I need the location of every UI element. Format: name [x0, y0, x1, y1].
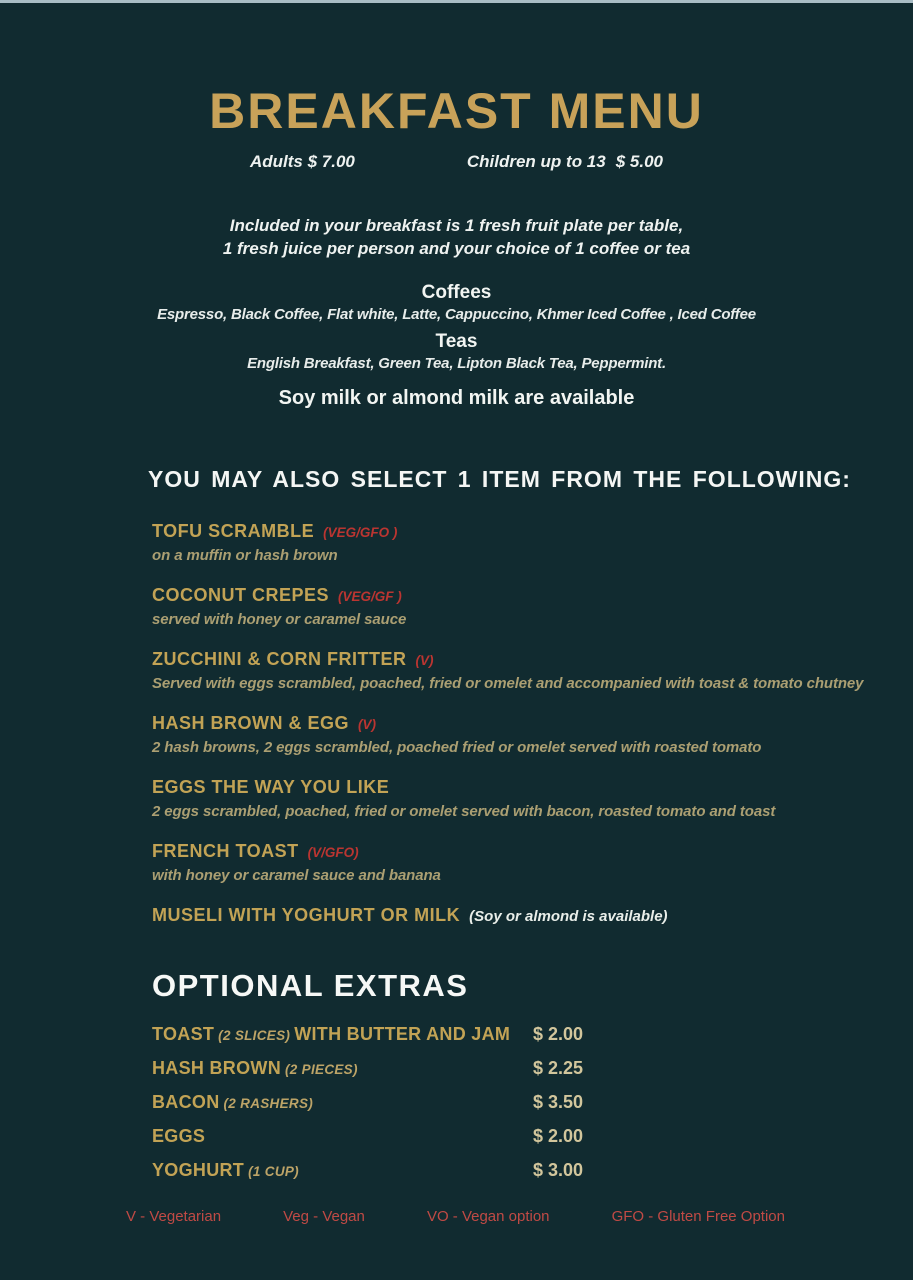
- item-name: MUSELI WITH YOGHURT OR MILK: [152, 905, 461, 925]
- extras-row-bacon: [152, 1092, 592, 1113]
- menu-item-zucchini-corn-fritter: [152, 649, 913, 692]
- item-description: Served with eggs scrambled, poached, fried or omelet and accompanied with toast & tomato chutney: [152, 675, 864, 692]
- optional-extras-heading: OPTIONAL EXTRAS: [152, 968, 469, 1003]
- extra-price: $ 2.25: [533, 1058, 584, 1078]
- item-description: 2 hash browns, 2 eggs scrambled, poached fried or omelet served with roasted tomato: [152, 739, 762, 756]
- extra-qualifier: (2 PIECES): [285, 1062, 358, 1077]
- extras-row-hash-brown: [152, 1058, 592, 1079]
- selection-heading: YOU MAY ALSO SELECT 1 ITEM FROM THE FOLLOWING:: [148, 466, 851, 492]
- menu-item-french-toast: [152, 841, 913, 884]
- item-diet-tag: (VEG/GF ): [338, 589, 402, 604]
- extra-qualifier: (2 RASHERS): [223, 1096, 314, 1111]
- menu-header: [0, 0, 913, 172]
- extra-qualifier: (2 SLICES): [218, 1028, 291, 1043]
- menu-item-coconut-crepes: [152, 585, 913, 628]
- extra-price: $ 3.00: [533, 1160, 584, 1180]
- item-name: ZUCCHINI & CORN FRITTER: [152, 649, 407, 669]
- extra-name-suffix: WITH BUTTER AND JAM: [294, 1024, 511, 1044]
- extra-name: BACON (2 RASHERS): [152, 1092, 314, 1112]
- menu-item-hash-brown-egg: [152, 713, 913, 756]
- teas-list: English Breakfast, Green Tea, Lipton Black Tea, Peppermint.: [247, 355, 666, 372]
- coffees-list: Espresso, Black Coffee, Flat white, Latte, Cappuccino, Khmer Iced Coffee , Iced Coffee: [157, 306, 756, 323]
- extra-name: TOAST (2 SLICES) WITH BUTTER AND JAM: [152, 1024, 511, 1044]
- top-edge-strip: [0, 0, 913, 3]
- item-diet-tag: (V): [415, 653, 434, 668]
- item-diet-tag: (V): [358, 717, 376, 732]
- extras-row-yoghurt: [152, 1160, 592, 1181]
- item-description: served with honey or caramel sauce: [152, 611, 407, 628]
- page-title: BREAKFAST MENU: [209, 83, 704, 139]
- item-description: on a muffin or hash brown: [152, 547, 338, 564]
- extra-price: $ 2.00: [533, 1024, 584, 1044]
- extra-qualifier: (1 CUP): [248, 1164, 299, 1179]
- extra-name: YOGHURT (1 CUP): [152, 1160, 299, 1180]
- beverages-section: [0, 282, 913, 410]
- item-name: FRENCH TOAST: [152, 841, 299, 861]
- item-diet-tag: (V/GFO): [307, 845, 359, 860]
- included-note: [0, 214, 913, 260]
- optional-extras-section: [152, 968, 913, 1181]
- optional-extras-table: [152, 1024, 913, 1181]
- coffees-heading: Coffees: [421, 282, 492, 303]
- diet-legend: [126, 1208, 785, 1225]
- teas-heading: Teas: [435, 331, 478, 352]
- menu-item-eggs-the-way-you-like: [152, 777, 913, 820]
- legend-item-vegetarian: V - Vegetarian: [126, 1208, 222, 1225]
- item-name: COCONUT CREPES: [152, 585, 330, 605]
- item-name: HASH BROWN & EGG: [152, 713, 349, 733]
- included-line-1: Included in your breakfast is 1 fresh fruit plate per table,: [229, 216, 684, 235]
- extra-price: $ 2.00: [533, 1126, 584, 1146]
- item-name: TOFU SCRAMBLE: [152, 521, 315, 541]
- adults-price: Adults $ 7.00: [250, 152, 355, 171]
- milk-note: Soy milk or almond milk are available: [278, 387, 635, 409]
- extra-name: HASH BROWN (2 PIECES): [152, 1058, 358, 1078]
- item-name: EGGS THE WAY YOU LIKE: [152, 777, 390, 797]
- menu-item-museli: [152, 905, 913, 926]
- selection-items: [152, 521, 913, 926]
- legend-item-gluten-free-option: GFO - Gluten Free Option: [611, 1208, 785, 1225]
- teas-block: [0, 331, 913, 374]
- legend-item-vegan: Veg - Vegan: [283, 1208, 365, 1225]
- included-line-2: 1 fresh juice per person and your choice of 1 coffee or tea: [222, 239, 691, 258]
- extra-price: $ 3.50: [533, 1092, 584, 1112]
- item-diet-tag: (VEG/GFO ): [323, 525, 398, 540]
- extra-name: EGGS: [152, 1126, 206, 1146]
- item-description: 2 eggs scrambled, poached, fried or omelet served with bacon, roasted tomato and toast: [152, 803, 776, 820]
- item-availability-note: (Soy or almond is available): [469, 908, 668, 925]
- pricing-line: [0, 152, 913, 172]
- legend-item-vegan-option: VO - Vegan option: [426, 1208, 550, 1225]
- menu-item-tofu-scramble: [152, 521, 913, 564]
- children-price: Children up to 13 $ 5.00: [466, 152, 663, 171]
- extras-row-toast: [152, 1024, 592, 1045]
- extras-row-eggs: [152, 1126, 592, 1147]
- item-description: with honey or caramel sauce and banana: [152, 867, 441, 884]
